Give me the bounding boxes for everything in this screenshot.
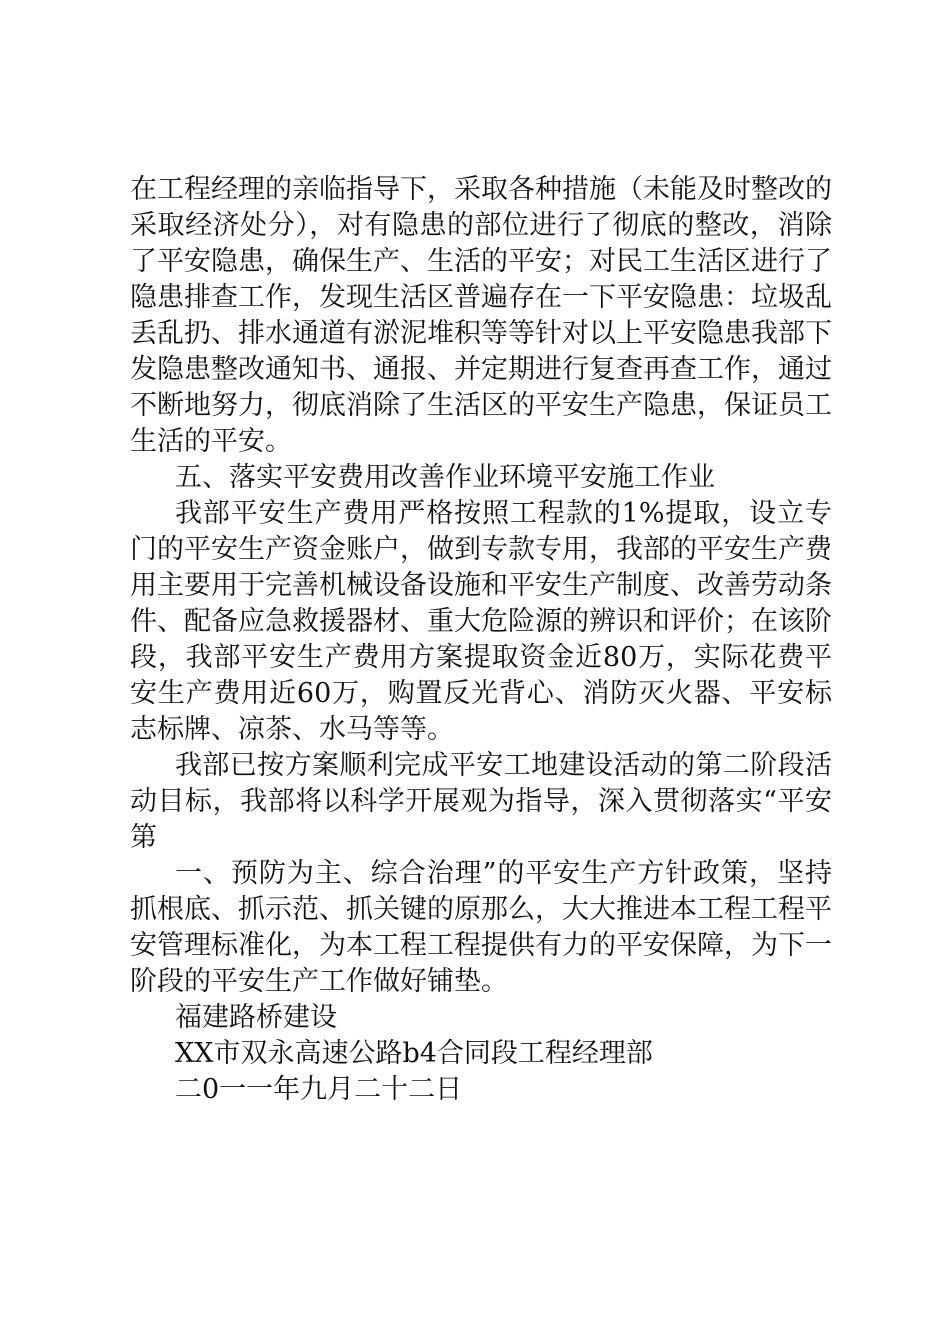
signature-company: 福建路桥建设 (175, 1002, 337, 1033)
section-heading-five: 五、落实平安费用改善作业环境平安施工作业 (175, 462, 715, 493)
paragraph-conclusion-part1: 我部已按方案顺利完成平安工地建设活动的第二阶段活动目标，我部将以科学开展观为指导，深入贯彻落实“平安第 (130, 750, 832, 853)
signature-date: 二0一一年九月二十二日 (175, 1074, 463, 1105)
signature-department: XX市双永高速公路b4合同段工程经理部 (175, 1038, 653, 1069)
document-body (130, 172, 832, 1108)
paragraph-safety-funds: 我部平安生产费用严格按照工程款的1%提取，设立专门的平安生产资金账户，做到专款专用，我部的平安生产费用主要用于完善机械设备设施和平安生产制度、改善劳动条件、配备应急救援器材、重大危险源的辨识和评价；在该阶段，我部平安生产费用方案提取资金近80万，实际花费平安生产费用近60万，购置反光背心、消防灭火器、平安标志标牌、凉茶、水马等等。 (130, 498, 832, 745)
paragraph-rectification: 在工程经理的亲临指导下，采取各种措施（未能及时整改的采取经济处分），对有隐患的部位进行了彻底的整改，消除了平安隐患，确保生产、生活的平安；对民工生活区进行了隐患排查工作，发现生活区普遍存在一下平安隐患：垃圾乱丢乱扔、排水通道有淤泥堆积等等针对以上平安隐患我部下发隐患整改通知书、通报、并定期进行复查再查工作，通过不断地努力，彻底消除了生活区的平安生产隐患，保证员工生活的平安。 (130, 174, 832, 457)
paragraph-conclusion-part2: 一、预防为主、综合治理”的平安生产方针政策，坚持抓根底、抓示范、抓关键的原那么，大大推进本工程工程平安管理标准化，为本工程工程提供有力的平安保障，为下一阶段的平安生产工作做好铺垫。 (130, 858, 832, 997)
